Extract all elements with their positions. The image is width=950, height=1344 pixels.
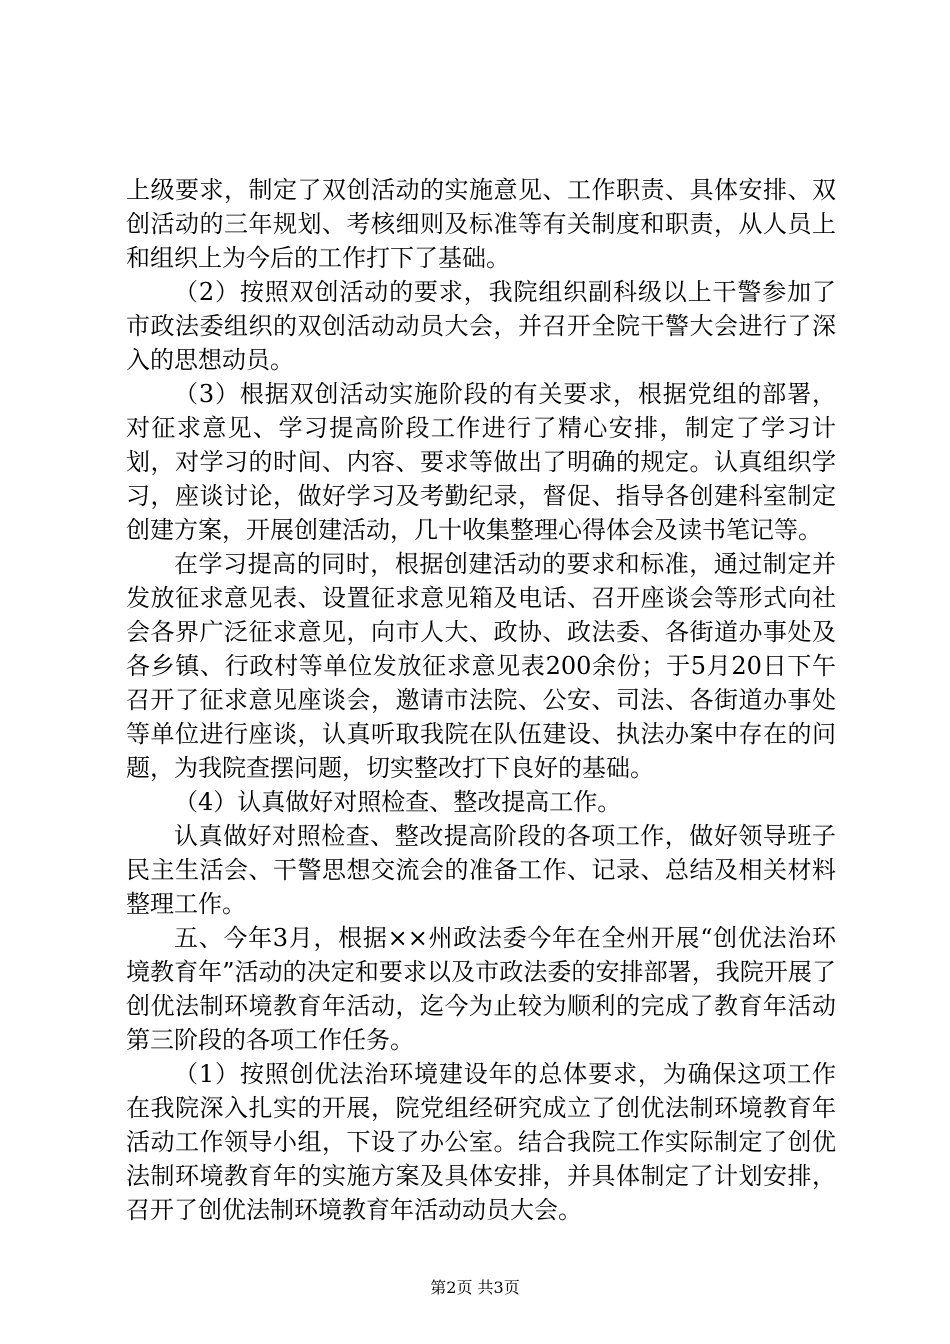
paragraph-item-4: （4）认真做好对照检查、整改提高工作。 — [174, 788, 622, 816]
paragraph-consultation: 在学习提高的同时，根据创建活动的要求和标准，通过制定并发放征求意见表、设置征求意见箱及电话、召开座谈会等形式向社会各界广泛征求意见，向市人大、政协、政法委、各街道办事处及各乡镇、行政村等单位发放征求意见表200余份；于5月20日下午召开了征求意见座谈会，邀请市法院、公安、司法、各街道办事处等单位进行座谈，认真听取我院在队伍建设、执法办案中存在的问题，为我院查摆问题，切实整改打下良好的基础。 — [126, 550, 836, 782]
paragraph-continuation: 上级要求，制定了双创活动的实施意见、工作职责、具体安排、双创活动的三年规划、考核细则及标准等有关制度和职责，从人员上和组织上为今后的工作打下了基础。 — [126, 176, 836, 272]
document-body — [126, 173, 836, 1227]
paragraph-section-five-item-1: （1）按照创优法治环境建设年的总体要求，为确保这项工作在我院深入扎实的开展，院党组经研究成立了创优法制环境教育年活动工作领导小组，下设了办公室。结合我院工作实际制定了创优法制环境教育年的实施方案及具体安排，并具体制定了计划安排，召开了创优法制环境教育年活动动员大会。 — [126, 1060, 836, 1224]
paragraph-section-five: 五、今年3月，根据××州政法委今年在全州开展“创优法治环境教育年”活动的决定和要求以及市政法委的安排部署，我院开展了创优法制环境教育年活动，迄今为止较为顺利的完成了教育年活动第三阶段的各项工作任务。 — [126, 924, 836, 1054]
page-number-footer: 第2页 共3页 — [430, 1278, 520, 1297]
paragraph-item-2: （2）按照双创活动的要求，我院组织副科级以上干警参加了市政法委组织的双创活动动员大会，并召开全院干警大会进行了深入的思想动员。 — [126, 278, 836, 374]
paragraph-item-3: （3）根据双创活动实施阶段的有关要求，根据党组的部署，对征求意见、学习提高阶段工作进行了精心安排，制定了学习计划，对学习的时间、内容、要求等做出了明确的规定。认真组织学习，座谈讨论，做好学习及考勤纪录，督促、指导各创建科室制定创建方案，开展创建活动，几十收集整理心得体会及读书笔记等。 — [126, 380, 836, 544]
paragraph-rectification: 认真做好对照检查、整改提高阶段的各项工作，做好领导班子民主生活会、干警思想交流会的准备工作、记录、总结及相关材料整理工作。 — [126, 822, 836, 918]
